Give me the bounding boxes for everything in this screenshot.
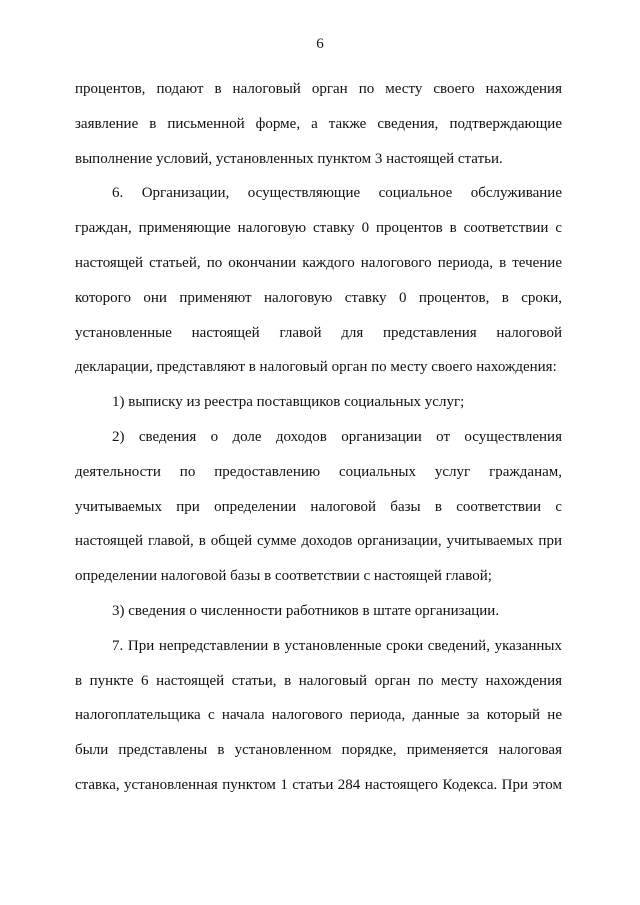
text-line: ставка, установленная пунктом 1 статьи 284 настоящего Кодекса. При этом — [75, 776, 562, 793]
page-number: 6 — [316, 36, 324, 52]
text-line: 1) выписку из реестра поставщиков социальных услуг; — [112, 394, 465, 411]
text-line: которого они применяют налоговую ставку 0 процентов, в сроки, — [75, 289, 562, 306]
text-line: деятельности по предоставлению социальных услуг гражданам, — [75, 463, 562, 480]
text-line: учитываемых при определении налоговой базы в соответствии с — [75, 498, 562, 515]
text-line: граждан, применяющие налоговую ставку 0 процентов в соответствии с — [75, 220, 562, 237]
text-line: налогоплательщика с начала налогового периода, данные за который не — [75, 707, 562, 724]
text-line: настоящей статьей, по окончании каждого налогового периода, в течение — [75, 254, 562, 271]
text-line: 2) сведения о доле доходов организации от осуществления — [112, 428, 562, 445]
document-body — [75, 72, 562, 803]
text-line: 7. При непредставлении в установленные сроки сведений, указанных — [112, 637, 562, 654]
text-line: 6. Организации, осуществляющие социальное обслуживание — [112, 185, 562, 202]
text-line: были представлены в установленном порядке, применяется налоговая — [75, 742, 562, 759]
text-line: установленные настоящей главой для представления налоговой — [75, 324, 562, 341]
text-line: настоящей главой, в общей сумме доходов организации, учитываемых при — [75, 533, 562, 550]
text-line: заявление в письменной форме, а также сведения, подтверждающие — [75, 115, 562, 132]
text-line: декларации, представляют в налоговый орган по месту своего нахождения: — [75, 359, 557, 376]
text-line: выполнение условий, установленных пунктом 3 настоящей статьи. — [75, 150, 503, 167]
text-line: 3) сведения о численности работников в штате организации. — [112, 602, 500, 619]
text-line: процентов, подают в налоговый орган по месту своего нахождения — [75, 81, 562, 97]
text-line: в пункте 6 настоящей статьи, в налоговый орган по месту нахождения — [75, 672, 562, 689]
text-line: определении налоговой базы в соответствии с настоящей главой; — [75, 568, 492, 585]
